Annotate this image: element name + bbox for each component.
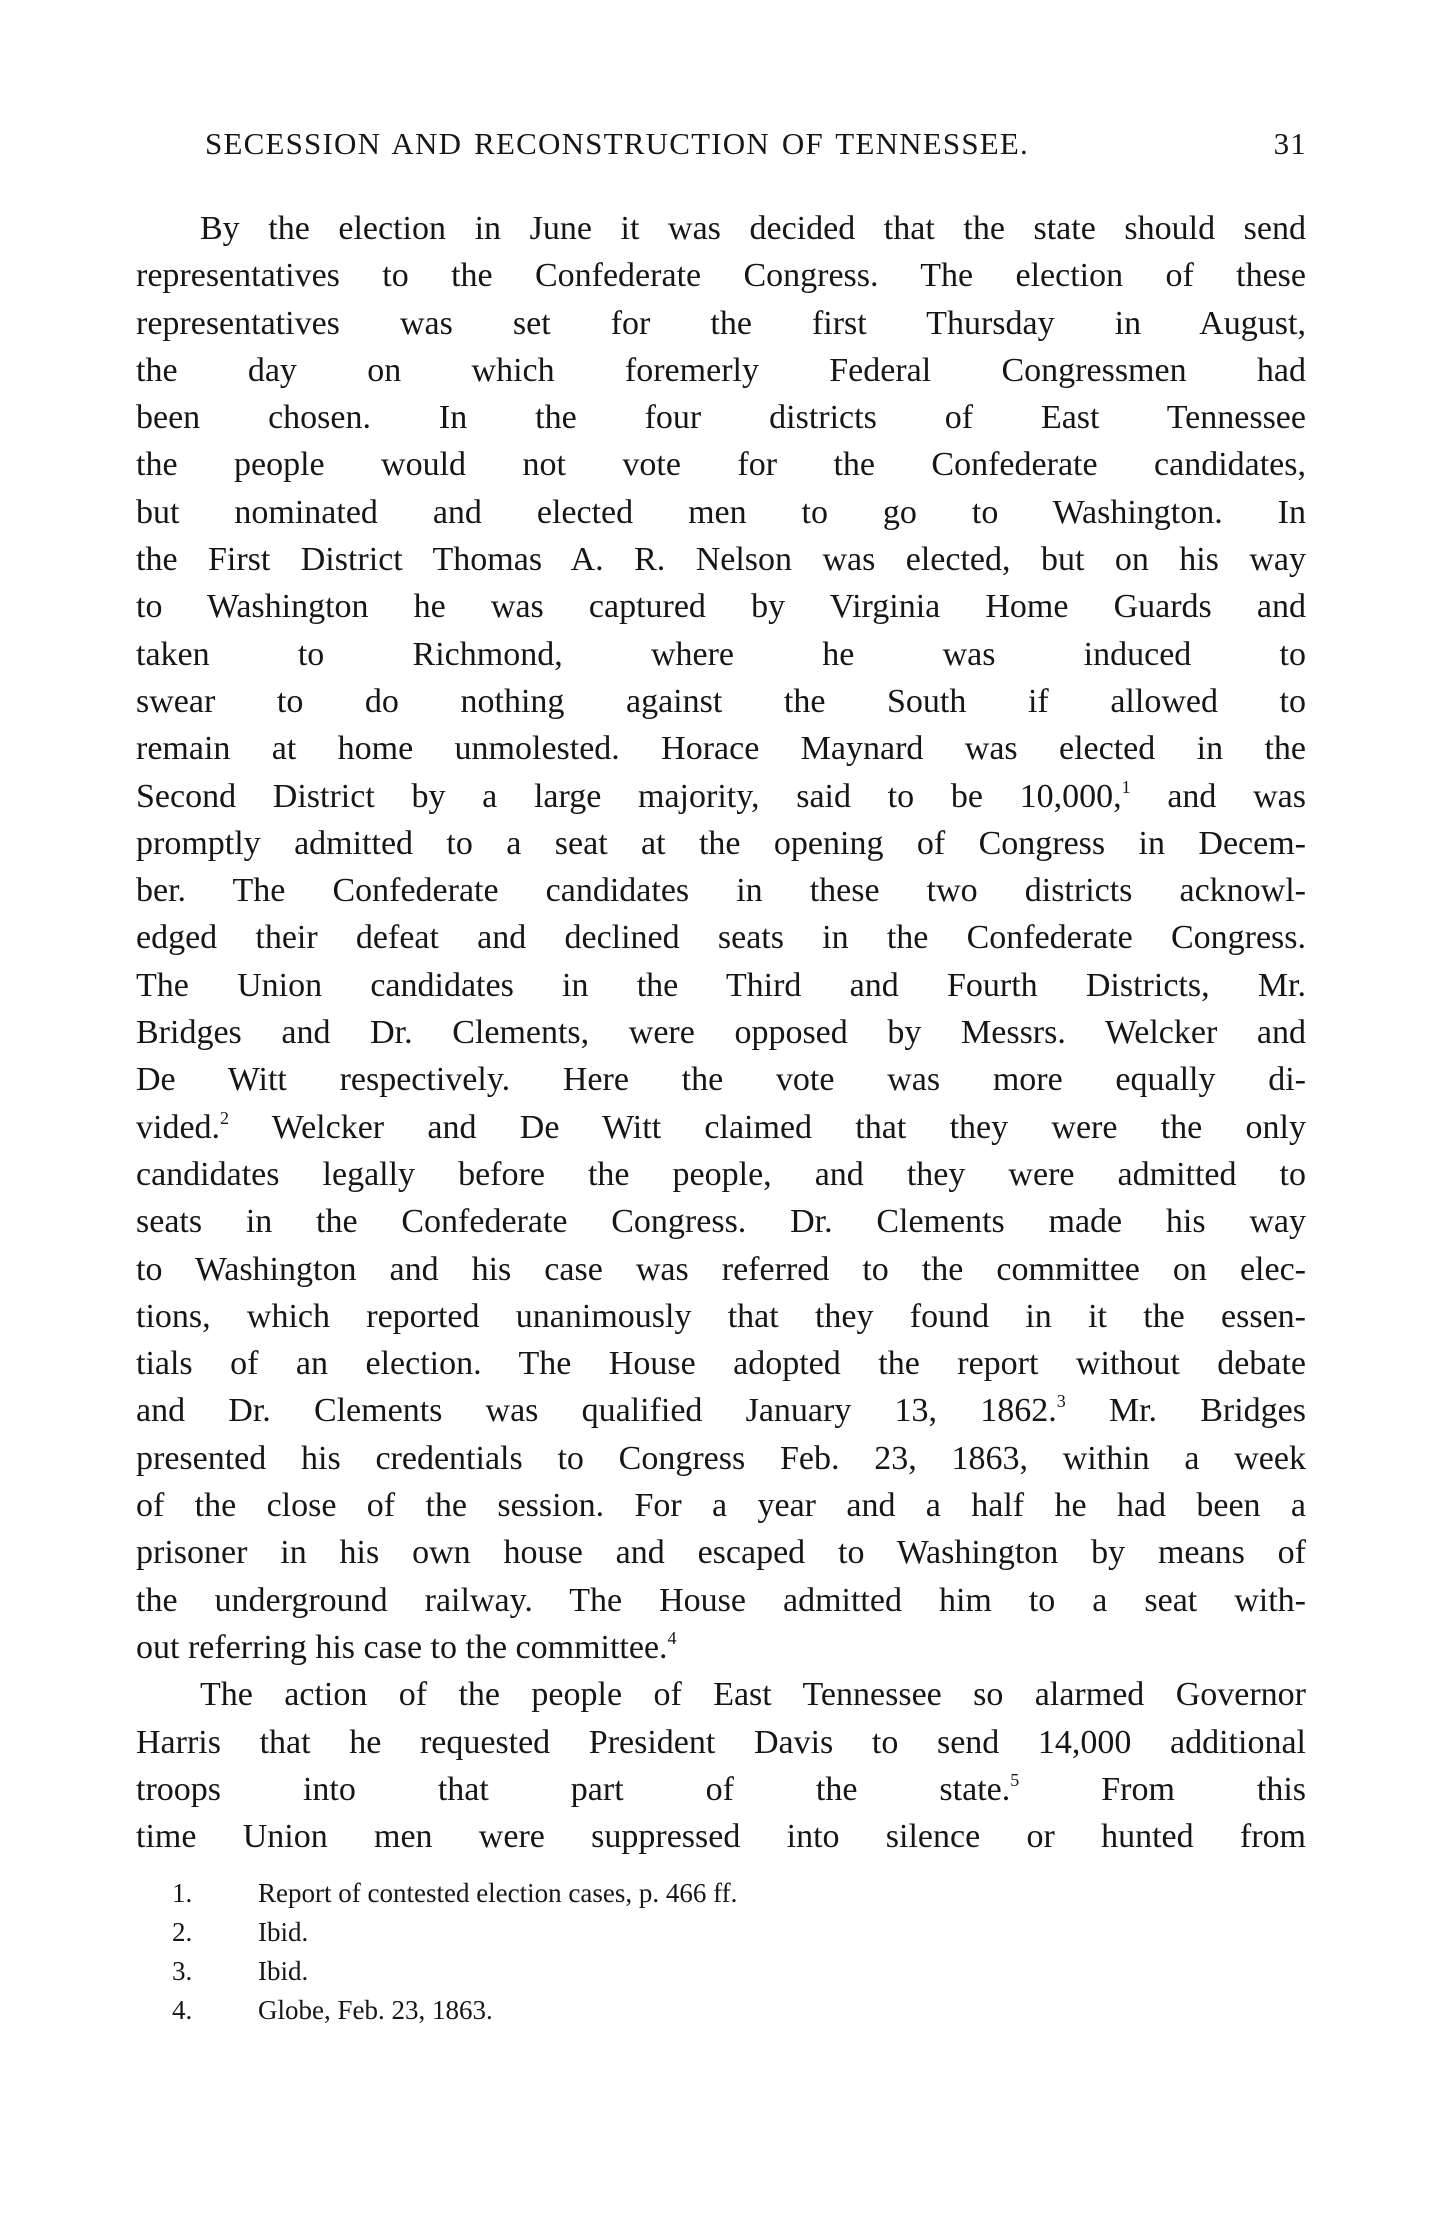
text-line: been chosen. In the four districts of East Tennessee [136,399,1306,437]
footnote [172,1991,1072,2030]
text-segment: Second District by a large majority, said to be 10,000, [136,777,1122,815]
text-line: swear to do nothing against the South if allowed to [136,682,1306,720]
running-head-title: SECESSION AND RECONSTRUCTION OF TENNESSEE. [205,126,1029,161]
footnote-ref-1: 1 [1121,776,1131,797]
footnote-text: Ibid. [258,1917,309,1947]
text-line: representatives was set for the first Thursday in August, [136,304,1306,342]
footnote-text: Ibid. [258,1956,309,1986]
footnote-ref-2: 2 [220,1107,230,1128]
running-head [205,126,1307,166]
text-line: time Union men were suppressed into silence or hunted from [136,1818,1306,1856]
text-line: taken to Richmond, where he was induced to [136,635,1306,673]
text-line [136,1766,1306,1813]
text-segment: out referring his case to the committee. [136,1628,668,1666]
text-segment: and Dr. Clements was qualified January 13, 1862. [136,1392,1057,1430]
footnote-text: Globe, Feb. 23, 1863. [258,1995,493,2025]
text-line [136,1624,1306,1671]
footnote-number: 3. [172,1956,193,1986]
footnote-text: Report of contested election cases, p. 466 ff. [258,1878,738,1908]
paragraph-1 [136,205,1306,1671]
text-line: By the election in June it was decided that the state should send [200,210,1306,247]
text-line: to Washington and his case was referred to the committee on elec- [136,1250,1306,1288]
text-line: Bridges and Dr. Clements, were opposed by Messrs. Welcker and [136,1014,1306,1052]
text-line: tials of an election. The House adopted the report without debate [136,1345,1306,1383]
text-line: The Union candidates in the Third and Fourth Districts, Mr. [136,966,1306,1004]
footnote-number: 1. [172,1878,193,1908]
body-text [136,205,1306,1860]
footnotes [172,1874,1072,2030]
text-line: De Witt respectively. Here the vote was more equally di- [136,1061,1306,1099]
text-line: prisoner in his own house and escaped to Washington by means of [136,1534,1306,1572]
text-segment: From this [1019,1770,1306,1808]
text-line: promptly admitted to a seat at the opening of Congress in Decem- [136,824,1306,862]
footnote-ref-3: 3 [1056,1391,1066,1412]
text-segment: Welcker and De Witt claimed that they were the only [229,1108,1306,1146]
text-segment: vided. [136,1108,221,1146]
text-line: tions, which reported unanimously that they found in it the essen- [136,1297,1306,1335]
footnote-ref-5: 5 [1010,1769,1020,1790]
footnote [172,1952,1072,1991]
text-segment: troops into that part of the state. [136,1770,1011,1808]
footnote [172,1913,1072,1952]
text-segment: Mr. Bridges [1065,1392,1306,1430]
text-line: but nominated and elected men to go to Washington. In [136,493,1306,531]
text-line [136,1104,1306,1151]
footnote-number: 2. [172,1917,193,1947]
text-line: the underground railway. The House admitted him to a seat with- [136,1581,1306,1619]
text-line: the people would not vote for the Confederate candidates, [136,446,1306,484]
text-line: of the close of the session. For a year and a half he had been a [136,1487,1306,1525]
text-segment: and was [1130,777,1306,815]
text-line: candidates legally before the people, and they were admitted to [136,1155,1306,1193]
text-line: to Washington he was captured by Virginia Home Guards and [136,588,1306,626]
text-line [136,773,1306,820]
footnote-number: 4. [172,1995,193,2025]
text-line: seats in the Confederate Congress. Dr. Clements made his way [136,1203,1306,1241]
footnote-ref-4: 4 [667,1627,677,1648]
text-line: the day on which foremerly Federal Congressmen had [136,351,1306,389]
text-line: the First District Thomas A. R. Nelson was elected, but on his way [136,541,1306,579]
text-line: ber. The Confederate candidates in these two districts acknowl- [136,872,1306,910]
text-line: Harris that he requested President Davis to send 14,000 additional [136,1723,1306,1761]
text-line: edged their defeat and declined seats in the Confederate Congress. [136,919,1306,957]
text-line: presented his credentials to Congress Feb. 23, 1863, within a week [136,1439,1306,1477]
text-line: representatives to the Confederate Congress. The election of these [136,257,1306,295]
text-line: The action of the people of East Tennessee so alarmed Governor [200,1676,1306,1714]
footnote [172,1874,1072,1913]
text-line: remain at home unmolested. Horace Maynard was elected in the [136,730,1306,768]
paragraph-2 [136,1671,1306,1860]
text-line [136,1387,1306,1434]
page-number: 31 [1273,126,1307,161]
